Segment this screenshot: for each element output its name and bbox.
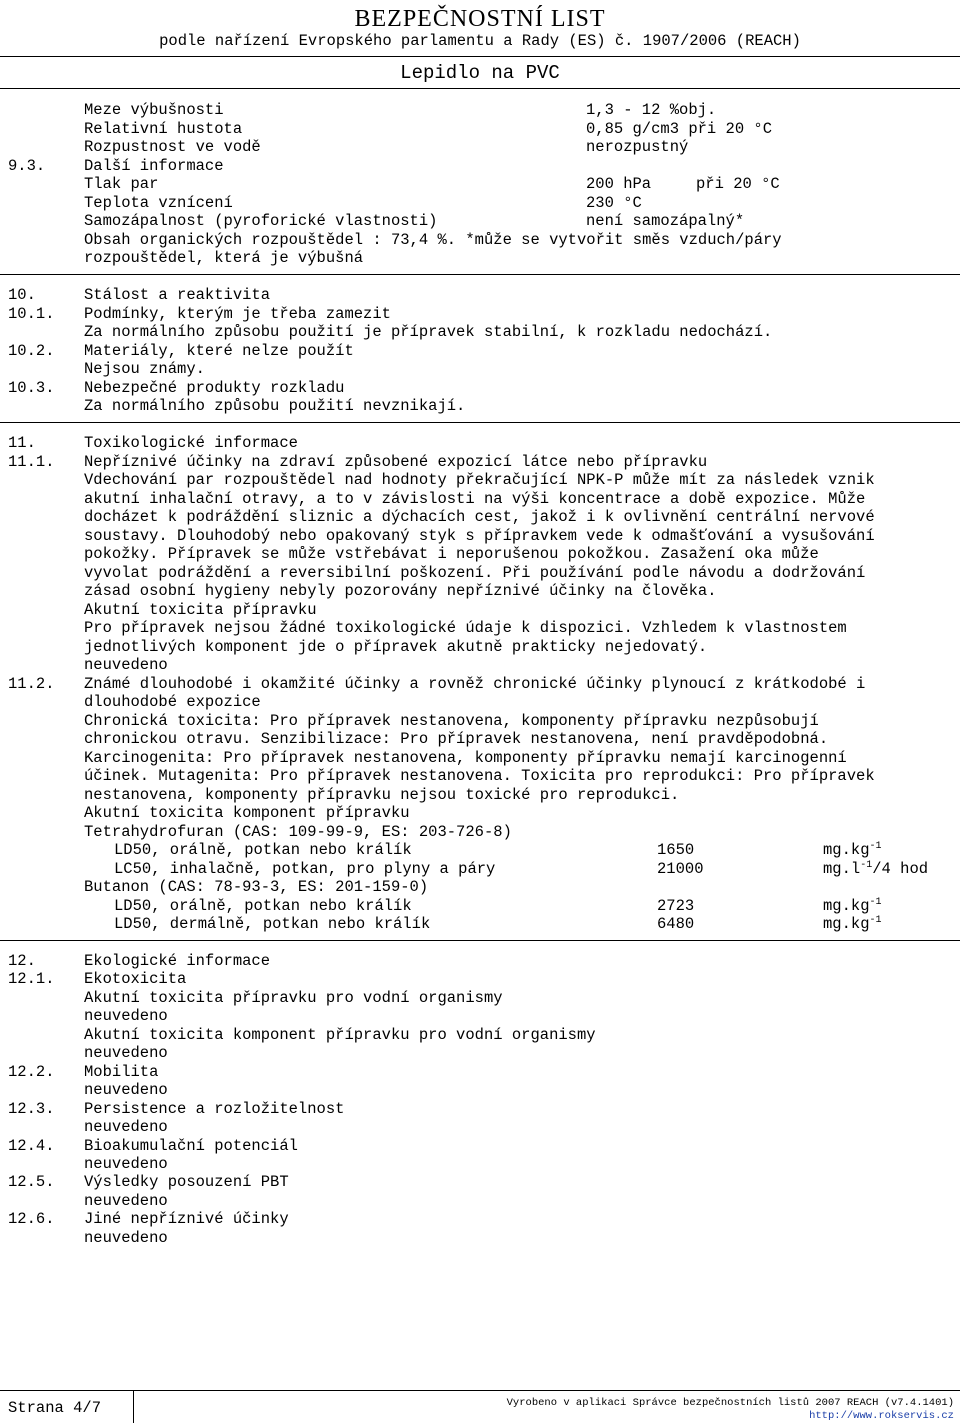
body-text-line: zásad osobní hygieny nebyly pozorovány nepříznivé účinky na člověka. bbox=[84, 582, 717, 600]
subsection-subheading: Akutní toxicita přípravku pro vodní organismy bbox=[84, 989, 503, 1007]
tox-row-label: LD50, orálně, potkan nebo králík bbox=[114, 841, 412, 859]
self-ignition-value: není samozápalný* bbox=[586, 212, 745, 230]
body-text: Za normálního způsobu použití nevznikají. bbox=[84, 397, 466, 415]
body-text-line: akutní inhalační otravy, a to v závislosti na výši koncentrace a době expozice. Může bbox=[84, 490, 866, 508]
tox-row-value: 2723 bbox=[657, 897, 695, 915]
section-number: 12.5. bbox=[8, 1173, 55, 1191]
component-name: Butanon (CAS: 78-93-3, ES: 201-159-0) bbox=[84, 878, 429, 896]
not-stated-text: neuvedeno bbox=[84, 1081, 168, 1099]
body-text-line: jednotlivých komponent jde o přípravek akutně prakticky nejedovatý. bbox=[84, 638, 708, 656]
subsection-heading: Jiné nepříznivé účinky bbox=[84, 1210, 289, 1228]
header-divider-top bbox=[0, 56, 960, 57]
water-solubility-label: Rozpustnost ve vodě bbox=[84, 138, 261, 156]
body-text-line: Karcinogenita: Pro přípravek nestanovena, komponenty přípravku nemají karcinogenní bbox=[84, 749, 847, 767]
tox-row-value: 21000 bbox=[657, 860, 704, 878]
tox-row-label: LD50, orálně, potkan nebo králík bbox=[114, 897, 412, 915]
acute-toxicity-heading: Akutní toxicita přípravku bbox=[84, 601, 317, 619]
section-heading: Ekologické informace bbox=[84, 952, 271, 970]
subsection-heading: Výsledky posouzení PBT bbox=[84, 1173, 289, 1191]
subsection-subheading: Akutní toxicita komponent přípravku pro vodní organismy bbox=[84, 1026, 596, 1044]
ignition-temp-label: Teplota vznícení bbox=[84, 194, 233, 212]
subsection-heading: Mobilita bbox=[84, 1063, 159, 1081]
subsection-heading: Podmínky, kterým je třeba zamezit bbox=[84, 305, 391, 323]
not-stated-text: neuvedeno bbox=[84, 1192, 168, 1210]
ignition-temp-value: 230 °C bbox=[586, 194, 642, 212]
subsection-heading: Materiály, které nelze použít bbox=[84, 342, 354, 360]
section-divider bbox=[0, 940, 960, 941]
subsection-heading: Ekotoxicita bbox=[84, 970, 187, 988]
tox-row-value: 6480 bbox=[657, 915, 695, 933]
section-number: 11. bbox=[8, 434, 36, 452]
vapor-pressure-value: 200 hPa bbox=[586, 175, 652, 193]
section-number: 12.4. bbox=[8, 1137, 55, 1155]
body-text-line: chronickou otravu. Senzibilizace: Pro přípravek nestanovena, není pravděpodobná. bbox=[84, 730, 829, 748]
document-subtitle: podle nařízení Evropského parlamentu a Rady (ES) č. 1907/2006 (REACH) bbox=[159, 32, 801, 50]
relative-density-label: Relativní hustota bbox=[84, 120, 243, 138]
tox-row-unit: $mg.kg^{-1}$ bbox=[823, 840, 882, 859]
body-text-line: nestanovena, komponenty přípravku nejsou toxické pro reprodukci. bbox=[84, 786, 680, 804]
footer-divider bbox=[0, 1390, 960, 1391]
subsection-heading: Nebezpečné produkty rozkladu bbox=[84, 379, 345, 397]
subsection-heading: Známé dlouhodobé i okamžité účinky a rovněž chronické účinky plynoucí z krátkodobé i bbox=[84, 675, 866, 693]
tox-row-value: 1650 bbox=[657, 841, 695, 859]
body-text-line: Pro přípravek nejsou žádné toxikologické údaje k dispozici. Vzhledem k vlastnostem bbox=[84, 619, 847, 637]
subsection-heading: Další informace bbox=[84, 157, 224, 175]
body-text: Nejsou známy. bbox=[84, 360, 205, 378]
section-divider bbox=[0, 274, 960, 275]
body-text-line: vyvolat podráždění a reversibilní poškození. Při používání podle návodu a dodržování bbox=[84, 564, 866, 582]
body-text-line: docházet k podráždění sliznic a dýchacích cest, jakož i k ovlivnění centrální nervové bbox=[84, 508, 875, 526]
body-text: Za normálního způsobu použití je přípravek stabilní, k rozkladu nedochází. bbox=[84, 323, 773, 341]
not-stated-text: neuvedeno bbox=[84, 656, 168, 674]
water-solubility-value: nerozpustný bbox=[586, 138, 689, 156]
section-number: 11.1. bbox=[8, 453, 55, 471]
section-number: 10.2. bbox=[8, 342, 55, 360]
generator-note: Vyrobeno v aplikaci Správce bezpečnostních listů 2007 REACH (v7.4.1401) bbox=[506, 1397, 954, 1409]
product-name: Lepidlo na PVC bbox=[400, 62, 560, 84]
explosion-limits-label: Meze výbušnosti bbox=[84, 101, 224, 119]
component-name: Tetrahydrofuran (CAS: 109-99-9, ES: 203-726-8) bbox=[84, 823, 512, 841]
section-number: 9.3. bbox=[8, 157, 46, 175]
body-text-line: účinek. Mutagenita: Pro přípravek nestanovena. Toxicita pro reprodukci: Pro přípravek bbox=[84, 767, 875, 785]
subsection-heading: Bioakumulační potenciál bbox=[84, 1137, 298, 1155]
document-title: BEZPEČNOSTNÍ LIST bbox=[354, 6, 606, 32]
vapor-pressure-label: Tlak par bbox=[84, 175, 159, 193]
relative-density-value: 0,85 g/cm3 při 20 °C bbox=[586, 120, 773, 138]
tox-row-unit: $mg.kg^{-1}$ bbox=[823, 914, 882, 933]
header-divider-bottom bbox=[0, 88, 960, 89]
section-number: 12.3. bbox=[8, 1100, 55, 1118]
subsection-heading: Persistence a rozložitelnost bbox=[84, 1100, 345, 1118]
section-number: 12. bbox=[8, 952, 36, 970]
section-divider bbox=[0, 422, 960, 423]
solvent-content-line: Obsah organických rozpouštědel : 73,4 %. *může se vytvořit směs vzduch/páry bbox=[84, 231, 782, 249]
not-stated-text: neuvedeno bbox=[84, 1007, 168, 1025]
body-text-line: pokožky. Přípravek se může vstřebávat i neporušenou pokožkou. Zasažení oka může bbox=[84, 545, 819, 563]
section-number: 10. bbox=[8, 286, 36, 304]
subsection-heading: dlouhodobé expozice bbox=[84, 693, 261, 711]
section-heading: Stálost a reaktivita bbox=[84, 286, 271, 304]
section-number: 10.3. bbox=[8, 379, 55, 397]
not-stated-text: neuvedeno bbox=[84, 1118, 168, 1136]
section-heading: Toxikologické informace bbox=[84, 434, 298, 452]
not-stated-text: neuvedeno bbox=[84, 1044, 168, 1062]
not-stated-text: neuvedeno bbox=[84, 1155, 168, 1173]
section-number: 11.2. bbox=[8, 675, 55, 693]
solvent-content-line: rozpouštědel, která je výbušná bbox=[84, 249, 364, 267]
explosion-limits-value: 1,3 - 12 %obj. bbox=[586, 101, 717, 119]
page-number: Strana 4/7 bbox=[8, 1399, 102, 1417]
body-text-line: soustavy. Dlouhodobý nebo opakovaný styk s přípravkem vede k odmašťování a vysušování bbox=[84, 527, 875, 545]
section-number: 10.1. bbox=[8, 305, 55, 323]
tox-row-unit: $mg.l^{-1}/4$ hod bbox=[823, 859, 929, 878]
footer-separator bbox=[133, 1390, 134, 1423]
component-toxicity-heading: Akutní toxicita komponent přípravku bbox=[84, 804, 410, 822]
section-number: 12.6. bbox=[8, 1210, 55, 1228]
body-text-line: Chronická toxicita: Pro přípravek nestanovena, komponenty přípravku nezpůsobují bbox=[84, 712, 819, 730]
not-stated-text: neuvedeno bbox=[84, 1229, 168, 1247]
body-text-line: Vdechování par rozpouštědel nad hodnoty překračující NPK-P může mít za následek vznik bbox=[84, 471, 875, 489]
section-number: 12.1. bbox=[8, 970, 55, 988]
section-number: 12.2. bbox=[8, 1063, 55, 1081]
self-ignition-label: Samozápalnost (pyroforické vlastnosti) bbox=[84, 212, 438, 230]
tox-row-label: LD50, dermálně, potkan nebo králík bbox=[114, 915, 431, 933]
vapor-pressure-temp: při 20 °C bbox=[696, 175, 780, 193]
tox-row-unit: $mg.kg^{-1}$ bbox=[823, 896, 882, 915]
subsection-heading: Nepříznivé účinky na zdraví způsobené expozicí látce nebo přípravku bbox=[84, 453, 708, 471]
tox-row-label: LC50, inhalačně, potkan, pro plyny a páry bbox=[114, 860, 496, 878]
website-link[interactable]: http://www.rokservis.cz bbox=[809, 1410, 954, 1422]
